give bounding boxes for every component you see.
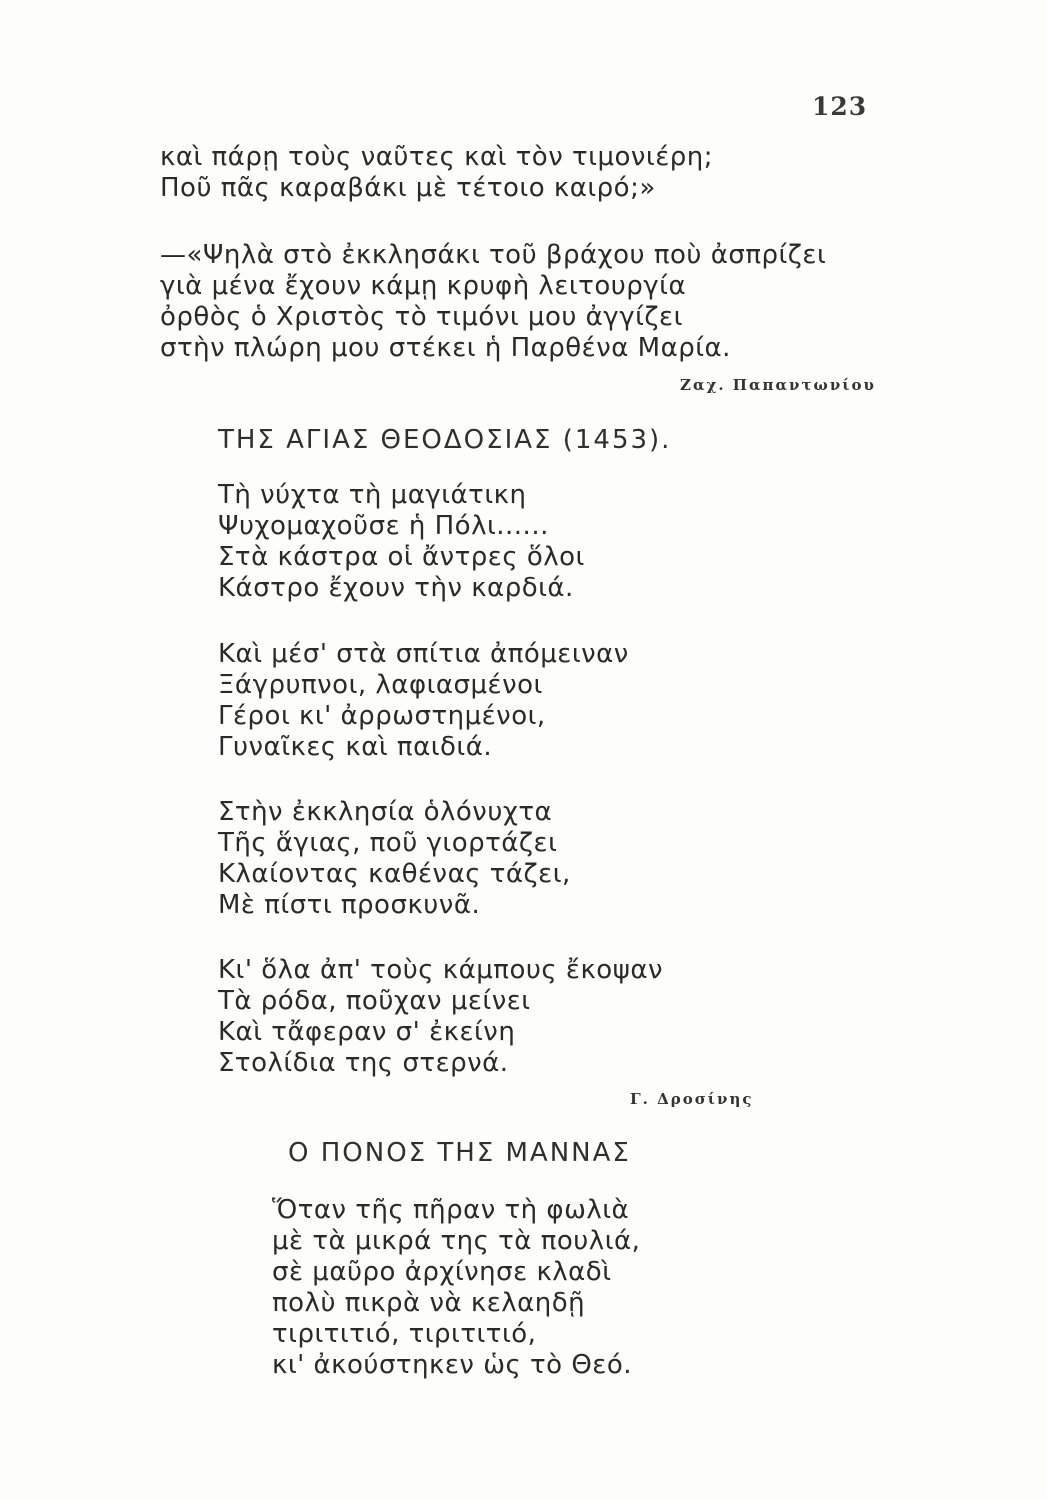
poem-line: μὲ τὰ μικρά της τὰ πουλιά, <box>272 1226 641 1256</box>
poem-line: Ψυχομαχοῦσε ἡ Πόλι...... <box>218 511 549 541</box>
poem-line: στὴν πλώρη μου στέκει ἡ Παρθένα Μαρία. <box>160 333 731 363</box>
poem3-title: Ο ΠΟΝΟΣ ΤΗΣ ΜΑΝΝΑΣ <box>288 1138 631 1168</box>
poem-line: Ποῦ πᾶς καραβάκι μὲ τέτοιο καιρό;» <box>160 173 656 203</box>
poem-line: πολὺ πικρὰ νὰ κελαηδῇ <box>272 1288 586 1318</box>
poem-line: Στὴν ἐκκλησία ὁλόνυχτα <box>218 797 553 827</box>
poem1-author: Ζαχ. Παπαντωνίου <box>680 376 876 394</box>
poem2-stanza-4 <box>218 955 663 1079</box>
poem1-stanza-b <box>160 240 826 364</box>
poem-line: Κάστρο ἔχουν τὴν καρδιά. <box>218 573 574 603</box>
poem-line: καὶ πάρῃ τοὺς ναῦτες καὶ τὸν τιμονιέρη; <box>160 142 714 172</box>
poem-line: Μὲ πίστι προσκυνᾶ. <box>218 890 481 920</box>
poem-line: Κλαίοντας καθένας τάζει, <box>218 859 571 889</box>
poem2-stanza-3 <box>218 797 571 921</box>
poem-line: Τὴ νύχτα τὴ μαγιάτικη <box>218 480 527 510</box>
poem-line: Γυναῖκες καὶ παιδιά. <box>218 732 493 762</box>
poem-line: Καὶ μέσ' στὰ σπίτια ἀπόμειναν <box>218 639 629 669</box>
poem-line: —«Ψηλὰ στὸ ἐκκλησάκι τοῦ βράχου ποὺ ἀσπρίζει <box>160 240 827 270</box>
poem-line: Στολίδια της στερνά. <box>218 1048 509 1078</box>
poem-line: Στὰ κάστρα οἱ ἄντρες ὅλοι <box>218 542 585 572</box>
poem-line: Τὰ ρόδα, ποῦχαν μείνει <box>218 986 531 1016</box>
poem-line: Καὶ τἄφεραν σ' ἐκείνη <box>218 1017 516 1047</box>
poem-line: τιριτιτιό, τιριτιτιό, <box>272 1319 537 1349</box>
poem-line: Τῆς ἅγιας, ποῦ γιορτάζει <box>218 828 558 858</box>
poem2-stanza-2 <box>218 639 629 763</box>
poem-line: σὲ μαῦρο ἀρχίνησε κλαδὶ <box>272 1257 612 1287</box>
poem-line: Ὅταν τῆς πῆραν τὴ φωλιὰ <box>272 1195 630 1225</box>
poem-line: Ξάγρυπνοι, λαφιασμένοι <box>218 670 543 700</box>
poem3-stanza <box>272 1195 640 1381</box>
poem2-author: Γ. Δροσίνης <box>630 1090 754 1108</box>
poem-line: Γέροι κι' ἀρρωστημένοι, <box>218 701 546 731</box>
page-number: 123 <box>812 92 868 121</box>
poem1-stanza-a <box>160 142 713 204</box>
poem-line: Κι' ὅλα ἀπ' τοὺς κάμπους ἔκοψαν <box>218 955 664 985</box>
poem2-stanza-1 <box>218 480 585 604</box>
poem2-title: ΤΗΣ ΑΓΙΑΣ ΘΕΟΔΟΣΙΑΣ (1453). <box>218 425 672 455</box>
poem-line: γιὰ μένα ἔχουν κάμῃ κρυφὴ λειτουργία <box>160 271 687 301</box>
poem-line: ὀρθὸς ὁ Χριστὸς τὸ τιμόνι μου ἀγγίζει <box>160 302 683 332</box>
poem-line: κι' ἀκούστηκεν ὡς τὸ Θεό. <box>272 1350 633 1380</box>
